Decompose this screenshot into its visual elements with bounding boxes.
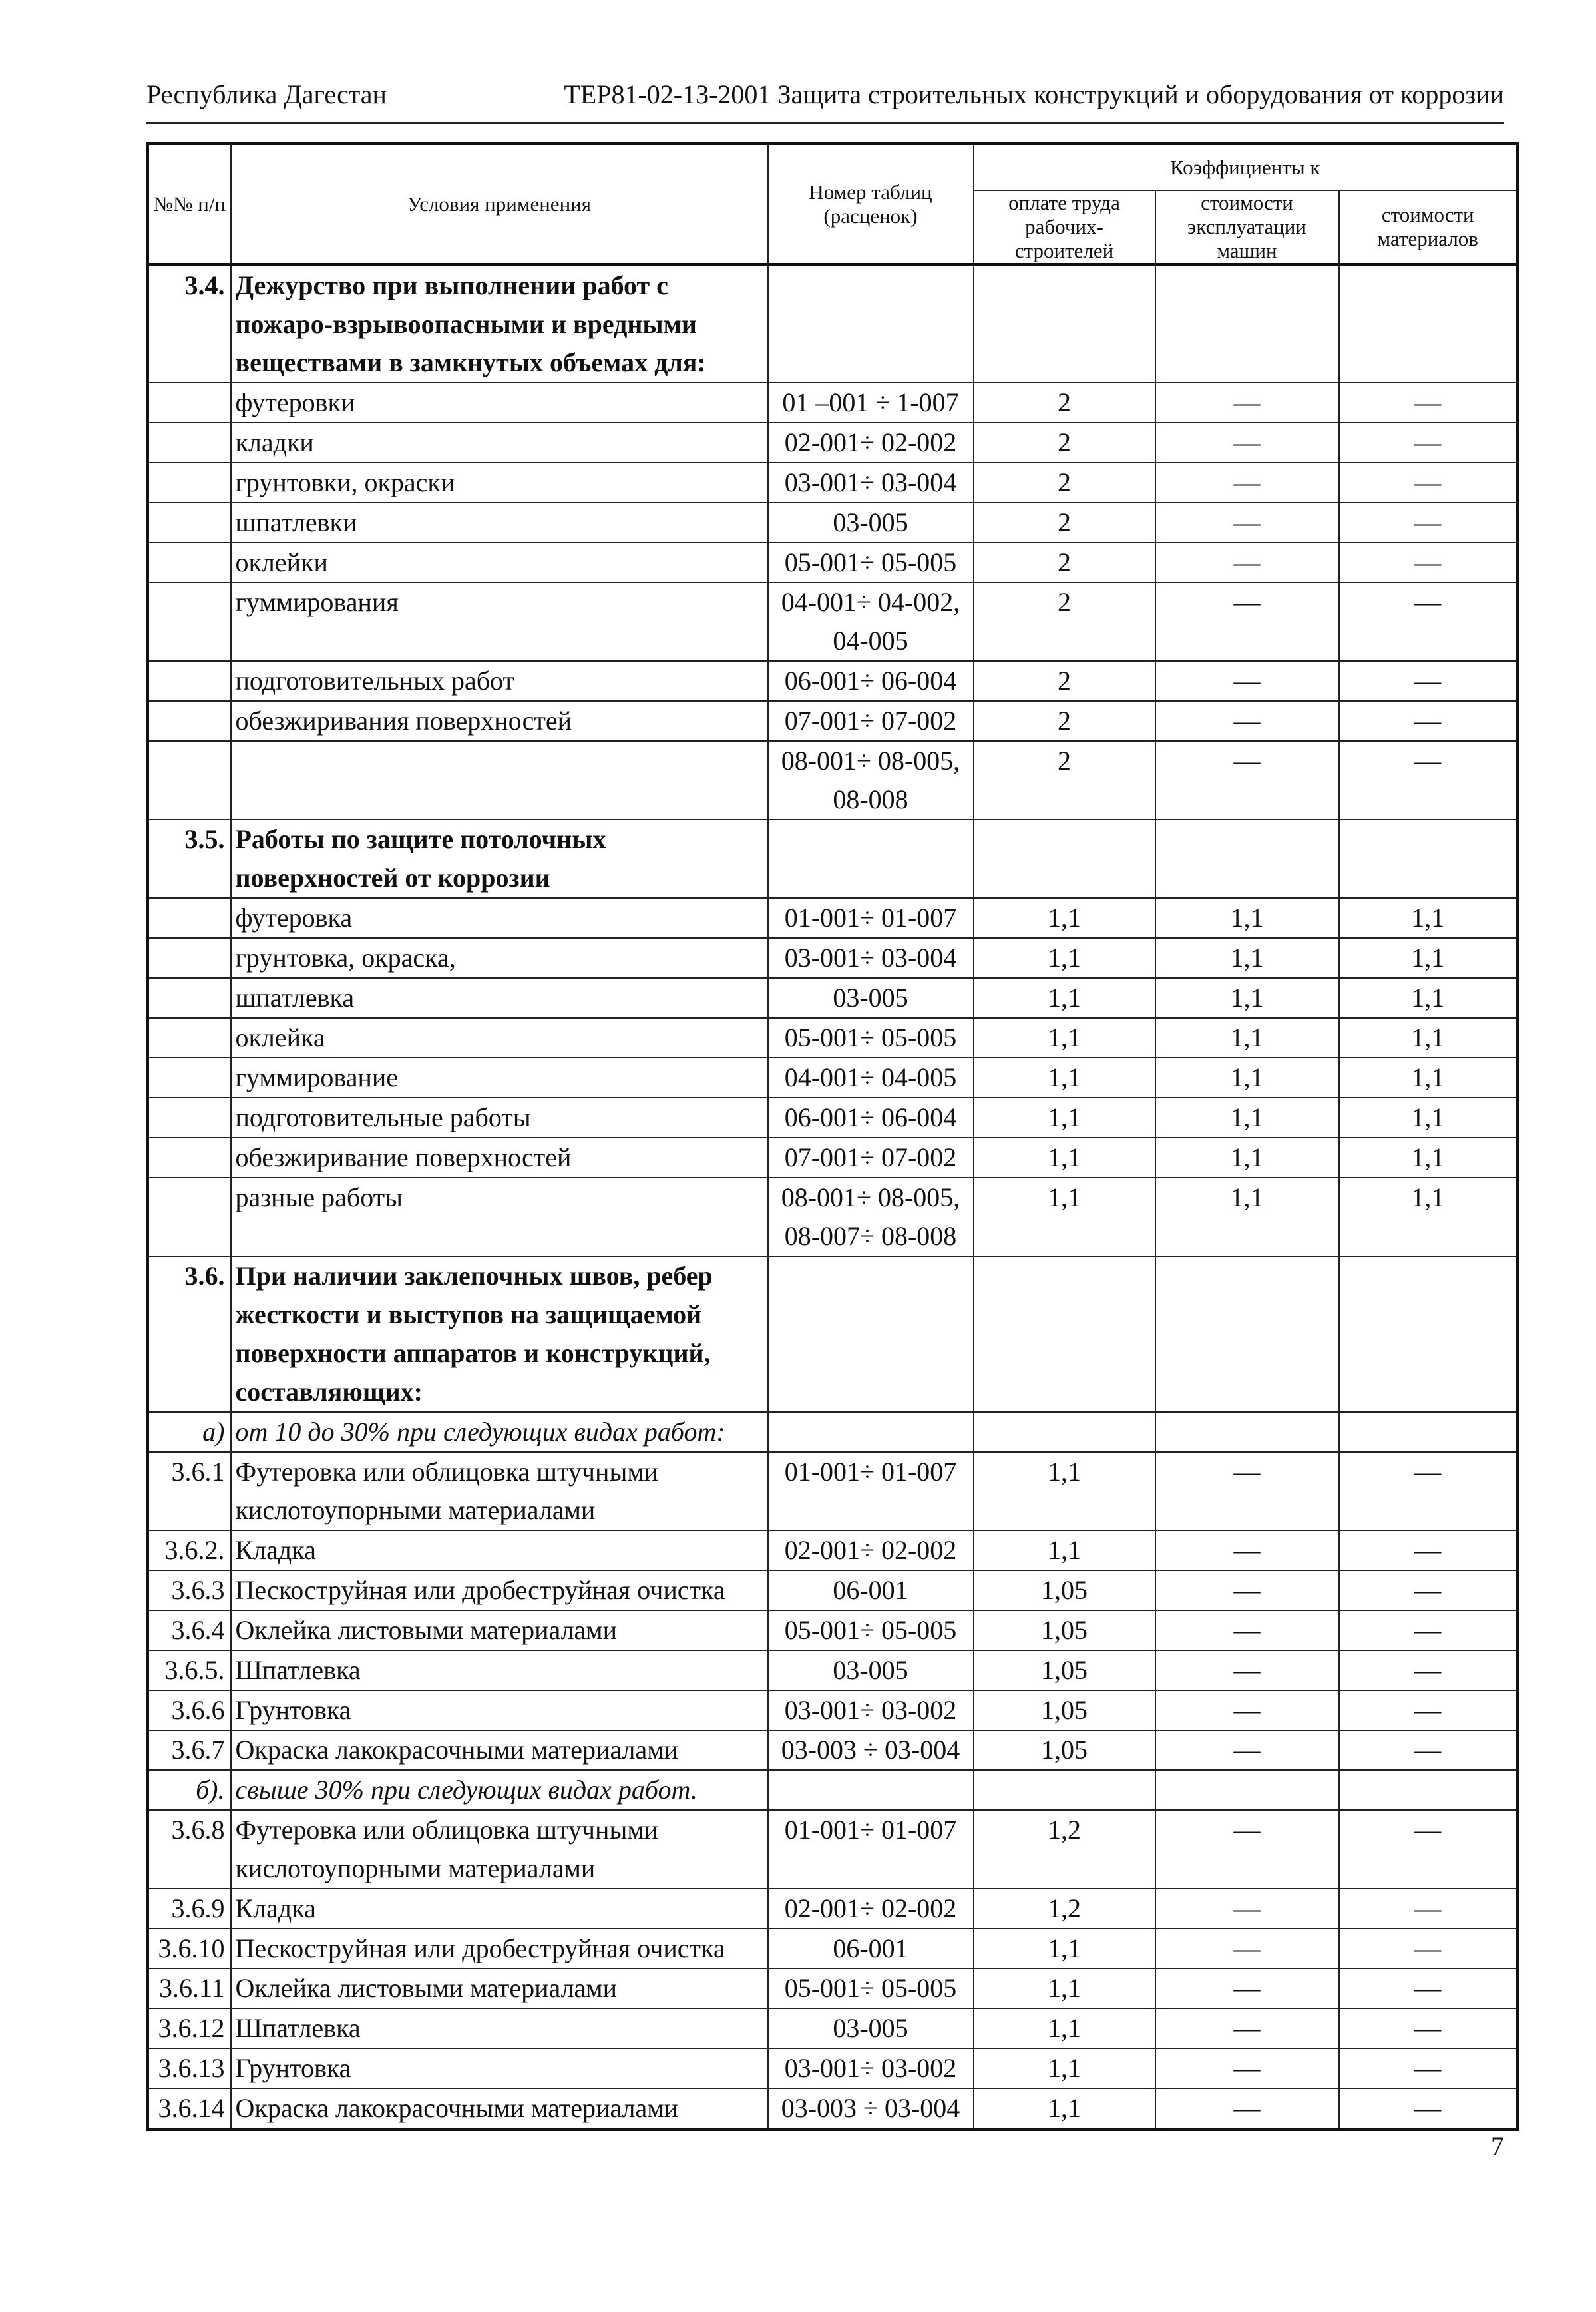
row-coeff-machines: —	[1155, 1530, 1339, 1570]
row-table-numbers: 05-001÷ 05-005	[768, 1018, 974, 1058]
row-coeff-labor	[974, 1770, 1155, 1810]
row-coeff-materials: —	[1339, 1650, 1518, 1690]
row-number: 3.6.4	[148, 1610, 231, 1650]
row-coeff-machines: —	[1155, 661, 1339, 701]
row-coeff-machines: —	[1155, 503, 1339, 543]
row-coeff-machines	[1155, 819, 1339, 898]
row-table-numbers: 06-001÷ 06-004	[768, 1098, 974, 1138]
row-coeff-machines: —	[1155, 2008, 1339, 2048]
header-region: Республика Дагестан	[146, 79, 387, 109]
table-row	[148, 898, 1518, 938]
row-coeff-labor: 2	[974, 701, 1155, 741]
row-number	[148, 1018, 231, 1058]
row-coeff-materials: —	[1339, 2008, 1518, 2048]
col-header-tables: Номер таблиц (расценок)	[768, 144, 974, 265]
row-coeff-machines: 1,1	[1155, 1098, 1339, 1138]
row-coeff-materials: —	[1339, 741, 1518, 819]
row-coeff-machines: —	[1155, 1968, 1339, 2008]
row-table-numbers: 05-001÷ 05-005	[768, 1968, 974, 2008]
row-coeff-materials: —	[1339, 1730, 1518, 1770]
row-condition: оклейки	[231, 543, 768, 582]
row-table-numbers: 07-001÷ 07-002	[768, 1138, 974, 1178]
header-document-title: ТЕР81-02-13-2001 Защита строительных конструкций и оборудования от коррозии	[564, 79, 1504, 109]
row-coeff-materials: —	[1339, 1570, 1518, 1610]
row-table-numbers: 08-001÷ 08-005, 08-007÷ 08-008	[768, 1178, 974, 1256]
header-rule	[146, 122, 1504, 124]
row-table-numbers: 02-001÷ 02-002	[768, 1530, 974, 1570]
row-coeff-materials	[1339, 265, 1518, 383]
row-table-numbers: 03-001÷ 03-004	[768, 938, 974, 978]
row-coeff-machines: 1,1	[1155, 938, 1339, 978]
row-coeff-materials: —	[1339, 582, 1518, 661]
row-condition: футеровки	[231, 383, 768, 423]
table-row	[148, 741, 1518, 819]
row-table-numbers: 05-001÷ 05-005	[768, 1610, 974, 1650]
row-number: 3.6.6	[148, 1690, 231, 1730]
table-row	[148, 1018, 1518, 1058]
row-coeff-machines: —	[1155, 1452, 1339, 1530]
row-coeff-labor: 1,1	[974, 1178, 1155, 1256]
row-condition: Работы по защите потолочных поверхностей от коррозии	[231, 819, 768, 898]
row-coeff-labor: 1,1	[974, 978, 1155, 1018]
table-row	[148, 1730, 1518, 1770]
row-coeff-materials: —	[1339, 1452, 1518, 1530]
row-table-numbers: 02-001÷ 02-002	[768, 423, 974, 463]
table-row	[148, 701, 1518, 741]
table-row	[148, 1256, 1518, 1412]
row-table-numbers: 08-001÷ 08-005, 08-008	[768, 741, 974, 819]
col-header-materials: стоимости материалов	[1339, 190, 1518, 265]
row-table-numbers: 06-001÷ 06-004	[768, 661, 974, 701]
row-table-numbers	[768, 265, 974, 383]
coefficients-table	[146, 142, 1519, 2131]
row-table-numbers	[768, 1770, 974, 1810]
table-row	[148, 2088, 1518, 2130]
table-row	[148, 1412, 1518, 1452]
row-coeff-labor: 1,1	[974, 2048, 1155, 2088]
row-condition: Шпатлевка	[231, 2008, 768, 2048]
row-coeff-labor: 1,1	[974, 898, 1155, 938]
row-coeff-machines: —	[1155, 1610, 1339, 1650]
row-coeff-labor: 1,1	[974, 2088, 1155, 2130]
row-table-numbers: 01-001÷ 01-007	[768, 898, 974, 938]
row-coeff-materials	[1339, 819, 1518, 898]
row-table-numbers: 03-003 ÷ 03-004	[768, 1730, 974, 1770]
table-row	[148, 423, 1518, 463]
row-coeff-machines: —	[1155, 383, 1339, 423]
row-coeff-labor	[974, 1412, 1155, 1452]
row-coeff-materials: 1,1	[1339, 1098, 1518, 1138]
row-number: 3.6.8	[148, 1810, 231, 1889]
row-condition: Пескоструйная или дробеструйная очистка	[231, 1570, 768, 1610]
row-coeff-materials: 1,1	[1339, 1058, 1518, 1098]
row-coeff-labor: 2	[974, 661, 1155, 701]
table-row	[148, 1929, 1518, 1968]
table-row	[148, 503, 1518, 543]
table-row	[148, 383, 1518, 423]
row-coeff-labor	[974, 1256, 1155, 1412]
row-condition: Шпатлевка	[231, 1650, 768, 1690]
row-coeff-machines	[1155, 265, 1339, 383]
col-header-labor: оплате труда рабочих-строителей	[974, 190, 1155, 265]
row-coeff-machines: —	[1155, 1690, 1339, 1730]
table-row	[148, 1968, 1518, 2008]
row-coeff-machines	[1155, 1770, 1339, 1810]
row-coeff-machines: —	[1155, 463, 1339, 503]
table-row	[148, 463, 1518, 503]
row-number	[148, 1138, 231, 1178]
row-coeff-materials	[1339, 1256, 1518, 1412]
row-coeff-materials: —	[1339, 2088, 1518, 2130]
row-number	[148, 741, 231, 819]
row-coeff-materials: —	[1339, 463, 1518, 503]
row-table-numbers	[768, 1412, 974, 1452]
row-coeff-materials: —	[1339, 423, 1518, 463]
running-header	[146, 79, 1504, 110]
row-coeff-labor: 2	[974, 543, 1155, 582]
row-coeff-materials: 1,1	[1339, 938, 1518, 978]
row-coeff-labor	[974, 265, 1155, 383]
row-coeff-materials: —	[1339, 1810, 1518, 1889]
row-coeff-labor: 1,1	[974, 1098, 1155, 1138]
row-number	[148, 383, 231, 423]
col-header-coefficients: Коэффициенты к	[974, 144, 1518, 191]
row-number	[148, 503, 231, 543]
row-coeff-materials: 1,1	[1339, 898, 1518, 938]
row-condition: При наличии заклепочных швов, ребер жесткости и выступов на защищаемой поверхности аппаратов и конструкций, составляющих:	[231, 1256, 768, 1412]
row-table-numbers: 03-005	[768, 503, 974, 543]
row-coeff-machines: —	[1155, 1650, 1339, 1690]
page-number: 7	[1491, 2131, 1504, 2161]
row-condition: Футеровка или облицовка штучными кислотоупорными материалами	[231, 1810, 768, 1889]
table-row	[148, 543, 1518, 582]
row-coeff-labor: 1,05	[974, 1570, 1155, 1610]
row-coeff-materials	[1339, 1412, 1518, 1452]
row-coeff-machines: —	[1155, 2048, 1339, 2088]
row-condition: Оклейка листовыми материалами	[231, 1610, 768, 1650]
row-table-numbers: 03-001÷ 03-002	[768, 2048, 974, 2088]
row-coeff-machines: 1,1	[1155, 1018, 1339, 1058]
row-coeff-machines: —	[1155, 543, 1339, 582]
row-number: 3.6.5.	[148, 1650, 231, 1690]
row-table-numbers: 03-003 ÷ 03-004	[768, 2088, 974, 2130]
row-coeff-labor: 1,1	[974, 1968, 1155, 2008]
row-condition: свыше 30% при следующих видах работ.	[231, 1770, 768, 1810]
table-row	[148, 1889, 1518, 1929]
table-row	[148, 1610, 1518, 1650]
row-table-numbers: 03-005	[768, 978, 974, 1018]
row-coeff-machines: —	[1155, 2088, 1339, 2130]
row-table-numbers: 07-001÷ 07-002	[768, 701, 974, 741]
row-condition: обезжиривания поверхностей	[231, 701, 768, 741]
row-coeff-materials: 1,1	[1339, 1138, 1518, 1178]
row-number	[148, 463, 231, 503]
row-condition: гуммирования	[231, 582, 768, 661]
row-coeff-machines: —	[1155, 582, 1339, 661]
row-number: 3.6.	[148, 1256, 231, 1412]
row-condition: Оклейка листовыми материалами	[231, 1968, 768, 2008]
row-coeff-materials: 1,1	[1339, 1018, 1518, 1058]
row-condition: Окраска лакокрасочными материалами	[231, 1730, 768, 1770]
row-coeff-materials: —	[1339, 1530, 1518, 1570]
row-coeff-labor: 1,1	[974, 1452, 1155, 1530]
table-row	[148, 265, 1518, 383]
row-table-numbers: 01-001÷ 01-007	[768, 1452, 974, 1530]
row-number	[148, 1178, 231, 1256]
row-coeff-machines: —	[1155, 1810, 1339, 1889]
table-row	[148, 661, 1518, 701]
row-number: 3.6.2.	[148, 1530, 231, 1570]
row-coeff-labor: 2	[974, 383, 1155, 423]
table-body	[148, 265, 1518, 2130]
row-number	[148, 938, 231, 978]
row-coeff-materials: —	[1339, 383, 1518, 423]
row-coeff-machines: —	[1155, 1889, 1339, 1929]
row-coeff-machines: 1,1	[1155, 898, 1339, 938]
row-condition: футеровка	[231, 898, 768, 938]
row-coeff-labor: 1,2	[974, 1889, 1155, 1929]
row-coeff-labor: 1,1	[974, 1138, 1155, 1178]
row-table-numbers	[768, 1256, 974, 1412]
row-coeff-materials	[1339, 1770, 1518, 1810]
row-coeff-machines: 1,1	[1155, 1138, 1339, 1178]
row-condition: подготовительных работ	[231, 661, 768, 701]
row-coeff-labor: 2	[974, 582, 1155, 661]
row-coeff-machines: —	[1155, 1570, 1339, 1610]
row-number	[148, 543, 231, 582]
row-number	[148, 898, 231, 938]
row-condition: Дежурство при выполнении работ с пожаро-взрывоопасными и вредными веществами в замкнутых объемах для:	[231, 265, 768, 383]
row-coeff-materials: —	[1339, 661, 1518, 701]
row-condition: Грунтовка	[231, 1690, 768, 1730]
row-number	[148, 661, 231, 701]
row-condition: от 10 до 30% при следующих видах работ:	[231, 1412, 768, 1452]
row-coeff-machines	[1155, 1412, 1339, 1452]
row-coeff-labor: 1,1	[974, 938, 1155, 978]
row-number: 3.6.14	[148, 2088, 231, 2130]
row-condition: Окраска лакокрасочными материалами	[231, 2088, 768, 2130]
table-row	[148, 1138, 1518, 1178]
row-condition: гуммирование	[231, 1058, 768, 1098]
row-coeff-labor: 1,1	[974, 1929, 1155, 1968]
row-coeff-materials: —	[1339, 1610, 1518, 1650]
row-number: а)	[148, 1412, 231, 1452]
row-coeff-machines: —	[1155, 701, 1339, 741]
row-coeff-materials: —	[1339, 1968, 1518, 2008]
row-coeff-labor: 1,1	[974, 1018, 1155, 1058]
table-row	[148, 1530, 1518, 1570]
table-row	[148, 2048, 1518, 2088]
row-coeff-labor	[974, 819, 1155, 898]
row-coeff-machines: 1,1	[1155, 978, 1339, 1018]
table-row	[148, 978, 1518, 1018]
table-row	[148, 819, 1518, 898]
row-number	[148, 701, 231, 741]
row-table-numbers: 05-001÷ 05-005	[768, 543, 974, 582]
row-condition: Грунтовка	[231, 2048, 768, 2088]
row-table-numbers: 02-001÷ 02-002	[768, 1889, 974, 1929]
row-coeff-materials: —	[1339, 701, 1518, 741]
row-coeff-labor: 1,05	[974, 1650, 1155, 1690]
row-coeff-machines: —	[1155, 423, 1339, 463]
row-coeff-labor: 1,1	[974, 1530, 1155, 1570]
row-table-numbers: 01-001÷ 01-007	[768, 1810, 974, 1889]
table-row	[148, 1770, 1518, 1810]
row-condition: грунтовка, окраска,	[231, 938, 768, 978]
row-number	[148, 423, 231, 463]
row-number: 3.6.12	[148, 2008, 231, 2048]
table-row	[148, 1178, 1518, 1256]
row-coeff-materials: 1,1	[1339, 1178, 1518, 1256]
row-condition	[231, 741, 768, 819]
row-number: 3.6.3	[148, 1570, 231, 1610]
row-condition: Футеровка или облицовка штучными кислотоупорными материалами	[231, 1452, 768, 1530]
row-table-numbers: 03-001÷ 03-004	[768, 463, 974, 503]
row-coeff-machines	[1155, 1256, 1339, 1412]
row-coeff-materials: —	[1339, 1889, 1518, 1929]
table-row	[148, 2008, 1518, 2048]
col-header-number: №№ п/п	[148, 144, 231, 265]
col-header-conditions: Условия применения	[231, 144, 768, 265]
row-number: 3.4.	[148, 265, 231, 383]
row-coeff-labor: 1,05	[974, 1690, 1155, 1730]
row-coeff-materials: —	[1339, 543, 1518, 582]
row-number	[148, 978, 231, 1018]
row-coeff-materials: —	[1339, 2048, 1518, 2088]
row-coeff-materials: —	[1339, 1929, 1518, 1968]
row-number: 3.6.11	[148, 1968, 231, 2008]
row-table-numbers: 03-001÷ 03-002	[768, 1690, 974, 1730]
row-coeff-machines: —	[1155, 1929, 1339, 1968]
row-table-numbers: 06-001	[768, 1570, 974, 1610]
row-condition: кладки	[231, 423, 768, 463]
row-number: 3.6.13	[148, 2048, 231, 2088]
row-coeff-labor: 1,05	[974, 1610, 1155, 1650]
row-table-numbers: 01 –001 ÷ 1-007	[768, 383, 974, 423]
row-number	[148, 582, 231, 661]
row-coeff-machines: 1,1	[1155, 1058, 1339, 1098]
row-condition: оклейка	[231, 1018, 768, 1058]
row-coeff-labor: 2	[974, 423, 1155, 463]
row-coeff-labor: 1,1	[974, 2008, 1155, 2048]
row-coeff-labor: 2	[974, 741, 1155, 819]
table-row	[148, 1098, 1518, 1138]
row-table-numbers	[768, 819, 974, 898]
table-row	[148, 1058, 1518, 1098]
row-condition: разные работы	[231, 1178, 768, 1256]
row-coeff-machines: 1,1	[1155, 1178, 1339, 1256]
table-row	[148, 1452, 1518, 1530]
row-condition: шпатлевка	[231, 978, 768, 1018]
col-header-machines: стоимости эксплуатации машин	[1155, 190, 1339, 265]
row-number: 3.6.10	[148, 1929, 231, 1968]
row-number: 3.6.7	[148, 1730, 231, 1770]
row-coeff-machines: —	[1155, 741, 1339, 819]
table-row	[148, 938, 1518, 978]
row-coeff-labor: 1,2	[974, 1810, 1155, 1889]
row-condition: Кладка	[231, 1889, 768, 1929]
row-condition: Пескоструйная или дробеструйная очистка	[231, 1929, 768, 1968]
table-row	[148, 1650, 1518, 1690]
row-number: б).	[148, 1770, 231, 1810]
row-coeff-labor: 2	[974, 463, 1155, 503]
row-coeff-labor: 1,1	[974, 1058, 1155, 1098]
row-coeff-materials: 1,1	[1339, 978, 1518, 1018]
row-condition: грунтовки, окраски	[231, 463, 768, 503]
row-condition: подготовительные работы	[231, 1098, 768, 1138]
row-table-numbers: 03-005	[768, 1650, 974, 1690]
row-coeff-materials: —	[1339, 503, 1518, 543]
table-row	[148, 1810, 1518, 1889]
row-number: 3.6.9	[148, 1889, 231, 1929]
table-header	[148, 144, 1518, 265]
row-condition: шпатлевки	[231, 503, 768, 543]
row-coeff-machines: —	[1155, 1730, 1339, 1770]
row-condition: Кладка	[231, 1530, 768, 1570]
row-table-numbers: 03-005	[768, 2008, 974, 2048]
row-table-numbers: 06-001	[768, 1929, 974, 1968]
row-coeff-labor: 1,05	[974, 1730, 1155, 1770]
row-number	[148, 1098, 231, 1138]
row-table-numbers: 04-001÷ 04-002, 04-005	[768, 582, 974, 661]
table-row	[148, 582, 1518, 661]
row-number: 3.6.1	[148, 1452, 231, 1530]
table-row	[148, 1570, 1518, 1610]
row-number	[148, 1058, 231, 1098]
row-coeff-labor: 2	[974, 503, 1155, 543]
table-row	[148, 1690, 1518, 1730]
row-table-numbers: 04-001÷ 04-005	[768, 1058, 974, 1098]
row-number: 3.5.	[148, 819, 231, 898]
row-coeff-materials: —	[1339, 1690, 1518, 1730]
row-condition: обезжиривание поверхностей	[231, 1138, 768, 1178]
